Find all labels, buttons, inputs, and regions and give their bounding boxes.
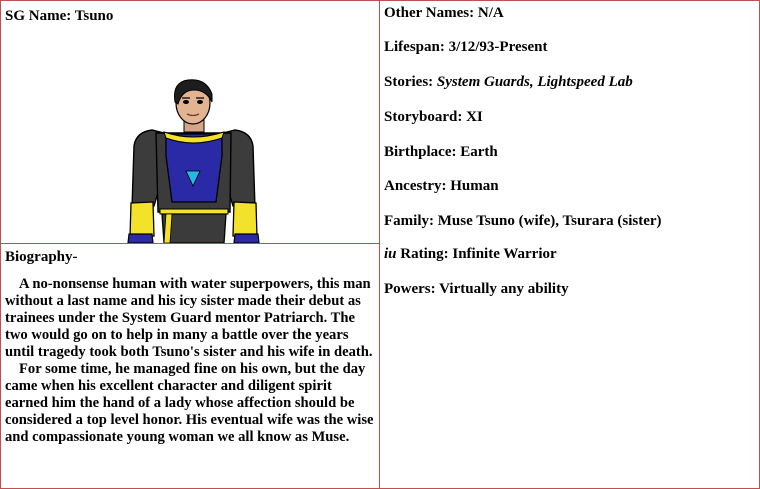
ancestry-label: Ancestry: xyxy=(384,178,447,194)
storyboard-value: XI xyxy=(466,109,483,125)
rating-value: Infinite Warrior xyxy=(452,246,557,262)
biography-text xyxy=(5,276,377,446)
birthplace-label: Birthplace: xyxy=(384,144,457,160)
lifespan-label: Lifespan: xyxy=(384,39,445,55)
info-ancestry xyxy=(384,178,499,195)
sg-name xyxy=(5,8,113,25)
info-powers xyxy=(384,281,569,298)
birthplace-value: Earth xyxy=(460,144,498,160)
info-birthplace xyxy=(384,144,498,161)
sg-name-value: Tsuno xyxy=(74,8,114,24)
powers-value: Virtually any ability xyxy=(439,281,569,297)
other-names-label: Other Names: xyxy=(384,5,475,21)
iu-label: iu xyxy=(384,246,397,262)
rating-label: Rating: xyxy=(400,246,449,262)
powers-label: Powers: xyxy=(384,281,436,297)
info-iu-rating xyxy=(384,246,557,263)
column-divider xyxy=(379,0,380,489)
sg-name-label: SG Name: xyxy=(5,8,72,24)
character-portrait xyxy=(126,78,261,243)
biography-paragraph: A no-nonsense human with water superpowers, this man without a last name and his icy sister made their debut as trainees under the System Guard mentor Patriarch. The two would go on to help in many a battle over the years until tragedy took both Tsuno's sister and his wife in death. xyxy=(5,276,373,360)
ancestry-value: Human xyxy=(450,178,499,194)
biography-paragraph: For some time, he managed fine on his own, but the day came when his excellent character and diligent spirit earned him the hand of a lady whose affection should be considered a top level honor. His eventual wife was the wise and compassionate young woman we all know as Muse. xyxy=(5,361,374,445)
stories-label: Stories: xyxy=(384,74,434,90)
info-other-names xyxy=(384,5,504,22)
info-family xyxy=(384,213,662,230)
row-divider xyxy=(0,243,380,244)
family-value: Muse Tsuno (wife), Tsurara (sister) xyxy=(437,213,662,229)
other-names-value: N/A xyxy=(477,5,504,21)
info-storyboard xyxy=(384,109,483,126)
family-label: Family: xyxy=(384,213,434,229)
info-stories xyxy=(384,74,633,91)
info-lifespan xyxy=(384,39,547,56)
biography-heading: Biography- xyxy=(5,249,78,265)
storyboard-label: Storyboard: xyxy=(384,109,463,125)
lifespan-value: 3/12/93-Present xyxy=(448,39,548,55)
stories-value: System Guards, Lightspeed Lab xyxy=(436,74,633,90)
